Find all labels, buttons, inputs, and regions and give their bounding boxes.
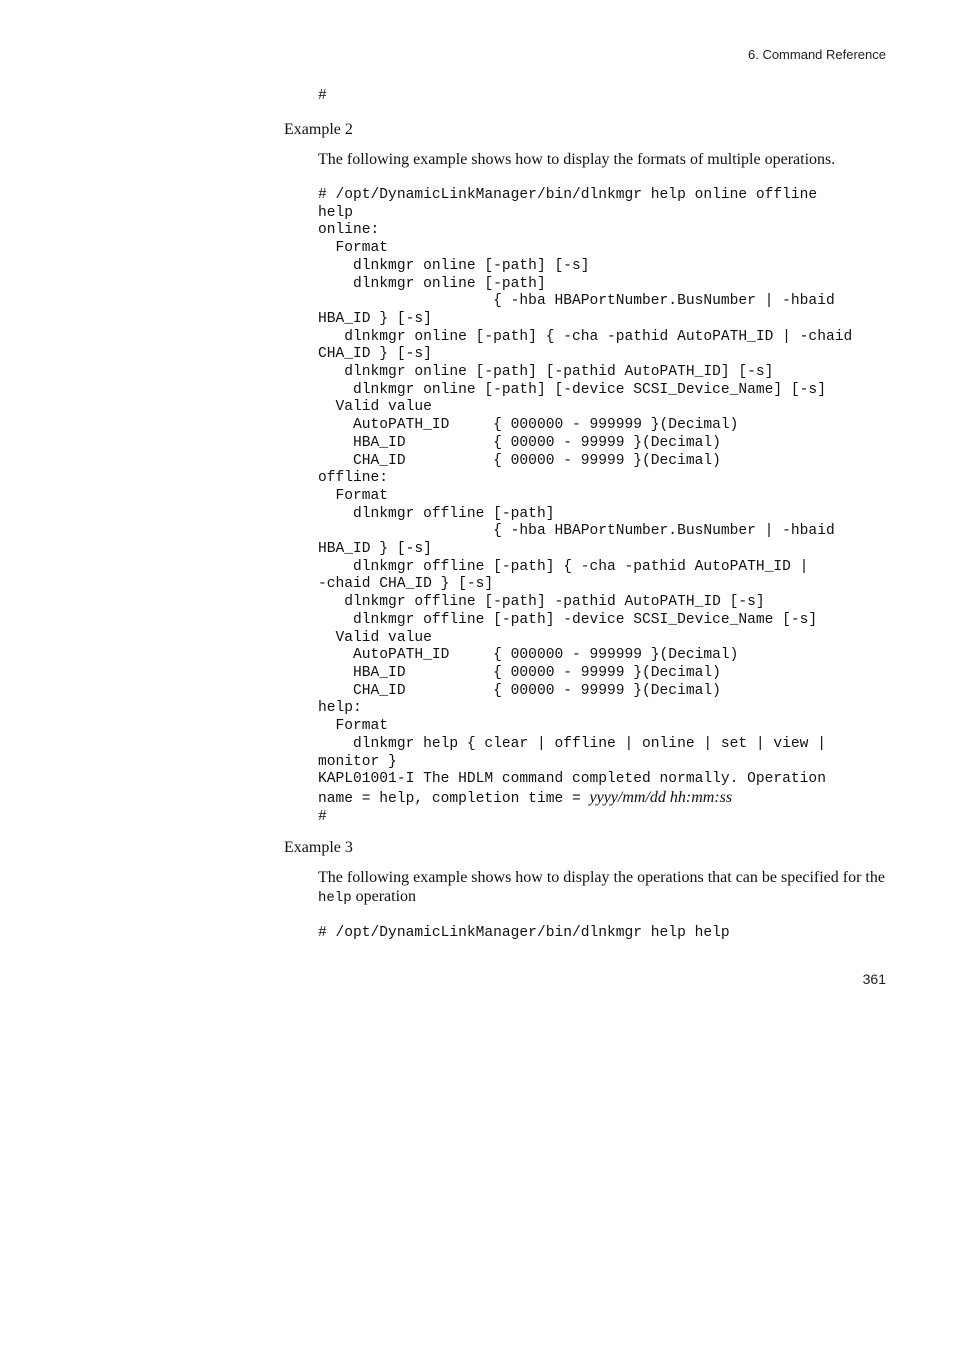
help-operation-code: help	[318, 890, 352, 906]
example-3-code: # /opt/DynamicLinkManager/bin/dlnkmgr help help	[318, 925, 730, 941]
running-header: 6. Command Reference	[747, 47, 886, 62]
top-prompt: #	[318, 88, 327, 104]
example-3-description-text: The following example shows how to display the operations that can be specified for the	[318, 869, 885, 886]
example-2-description: The following example shows how to display the formats of multiple operations.	[318, 151, 836, 168]
example-2-code-block	[318, 187, 852, 826]
example-2-code: # /opt/DynamicLinkManager/bin/dlnkmgr help online offline help online: Format dlnkmgr online [-path] [-s] dlnkmgr online [-path] { -hba HBAPortNumber.BusNumber | -hbaid HBA_ID } [-s] dlnkmgr online [-path] { -cha -pathid AutoPATH_ID | -chaid CHA_ID } [-s] dlnkmgr online [-path] [-pathid AutoPATH_ID] [-s] dlnkmgr online [-path] [-device SCSI_Device_Name] [-s] Valid value AutoPATH_ID { 000000 - 999999 }(Decimal) HBA_ID { 00000 - 99999 }(Decimal) CHA_ID { 00000 - 99999 }(Decimal) offline: Format dlnkmgr offline [-path] { -hba HBAPortNumber.BusNumber | -hbaid HBA_ID } [-s] dlnkmgr offline [-path] { -cha -pathid AutoPATH_ID | -chaid CHA_ID } [-s] dlnkmgr offline [-path] -pathid AutoPATH_ID [-s] dlnkmgr offline [-path] -device SCSI_Device_Name [-s] Valid value AutoPATH_ID { 000000 - 999999 }(Decimal) HBA_ID { 00000 - 99999 }(Decimal) CHA_ID { 00000 - 99999 }(Decimal) help: Format dlnkmgr help { clear | offline | online | set | view | monitor } KAPL01001-I The HDLM command completed normally. Operation	[318, 187, 853, 788]
example-3-description-tail: operation	[351, 888, 417, 905]
example-3-description	[318, 868, 893, 908]
page-number: 361	[862, 971, 886, 987]
completion-time-variable: yyyy/mm/dd hh:mm:ss	[589, 788, 733, 806]
example-2-completion-line	[318, 789, 852, 809]
example-2-heading: Example 2	[284, 121, 353, 138]
completion-prefix: name = help, completion time =	[318, 790, 590, 807]
example-3-heading: Example 3	[284, 839, 353, 856]
example-2-end-prompt: #	[318, 808, 327, 825]
